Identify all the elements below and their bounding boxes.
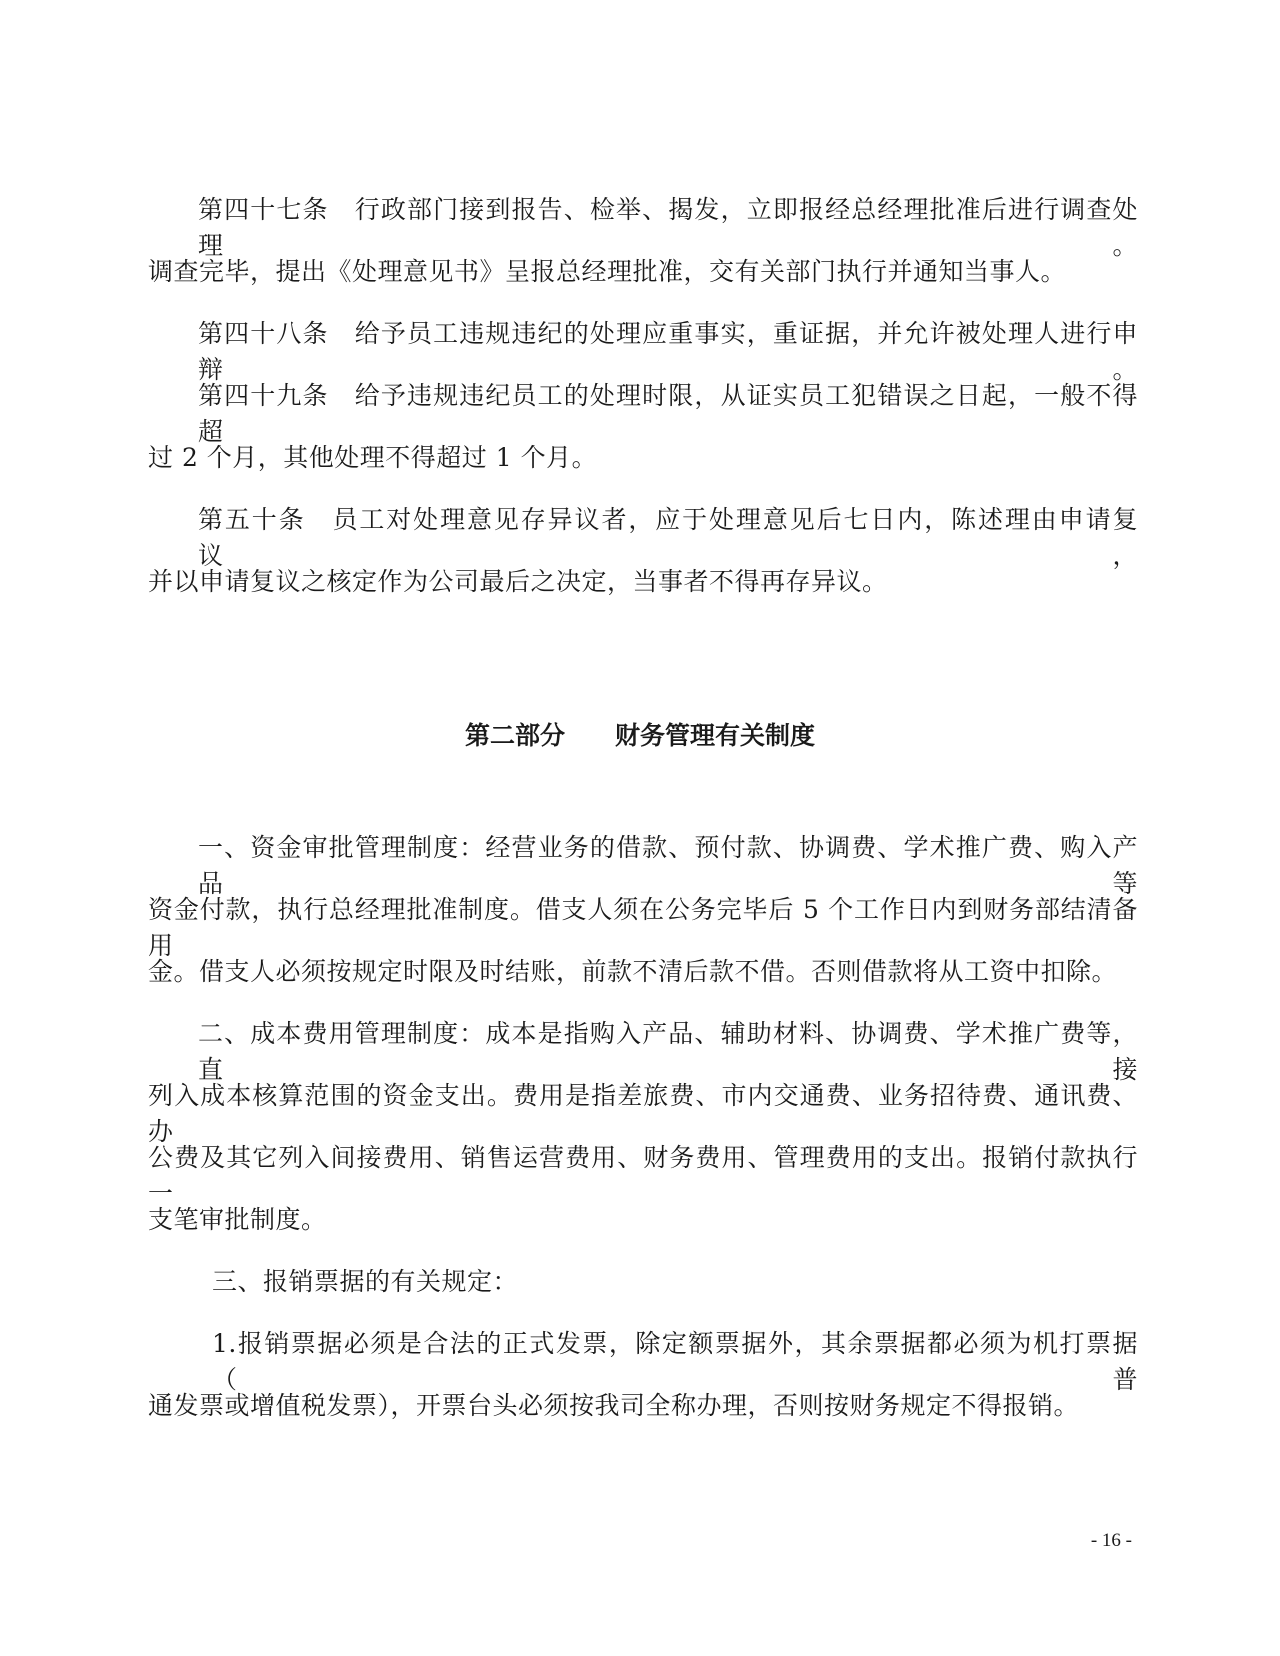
article-48-line-1: 第四十八条 给予员工违规违纪的处理应重事实，重证据，并允许被处理人进行申辩。 — [198, 319, 1138, 384]
section-2-line-1: 二、成本费用管理制度：成本是指购入产品、辅助材料、协调费、学术推广费等，直接 — [198, 1019, 1138, 1084]
rule-1-line-2: 通发票或增值税发票），开票台头必须按我司全称办理，否则按财务规定不得报销。 — [148, 1391, 1080, 1420]
section-2-line-4: 支笔审批制度。 — [148, 1205, 327, 1234]
section-2-line-3: 公费及其它列入间接费用、销售运营费用、财务费用、管理费用的支出。报销付款执行一 — [148, 1143, 1138, 1208]
section-2-line-2: 列入成本核算范围的资金支出。费用是指差旅费、市内交通费、业务招待费、通讯费、办 — [148, 1081, 1138, 1146]
article-47-line-1: 第四十七条 行政部门接到报告、检举、揭发，立即报经总经理批准后进行调查处理。 — [198, 195, 1138, 260]
page-number: - 16 - — [1090, 1530, 1132, 1551]
article-49-line-2: 过 2 个月，其他处理不得超过 1 个月。 — [148, 443, 598, 472]
article-49-line-1: 第四十九条 给予违规违纪员工的处理时限，从证实员工犯错误之日起，一般不得超 — [198, 381, 1138, 446]
article-47-line-2: 调查完毕，提出《处理意见书》呈报总经理批准，交有关部门执行并通知当事人。 — [148, 257, 1067, 286]
section-1-line-2: 资金付款，执行总经理批准制度。借支人须在公务完毕后 5 个工作日内到财务部结清备用 — [148, 895, 1138, 960]
section-1-line-1: 一、资金审批管理制度：经营业务的借款、预付款、协调费、学术推广费、购入产品等 — [198, 833, 1138, 898]
section-3-heading: 三、报销票据的有关规定： — [212, 1267, 519, 1296]
article-50-line-1: 第五十条 员工对处理意见存异议者，应于处理意见后七日内，陈述理由申请复议， — [198, 505, 1138, 570]
article-50-line-2: 并以申请复议之核定作为公司最后之决定，当事者不得再存异议。 — [148, 567, 888, 596]
rule-1-line-1: 1.报销票据必须是合法的正式发票，除定额票据外，其余票据都必须为机打票据（普 — [212, 1329, 1138, 1394]
section-1-line-3: 金。借支人必须按规定时限及时结账，前款不清后款不借。否则借款将从工资中扣除。 — [148, 957, 1118, 986]
section-heading: 第二部分 财务管理有关制度 — [464, 721, 815, 750]
